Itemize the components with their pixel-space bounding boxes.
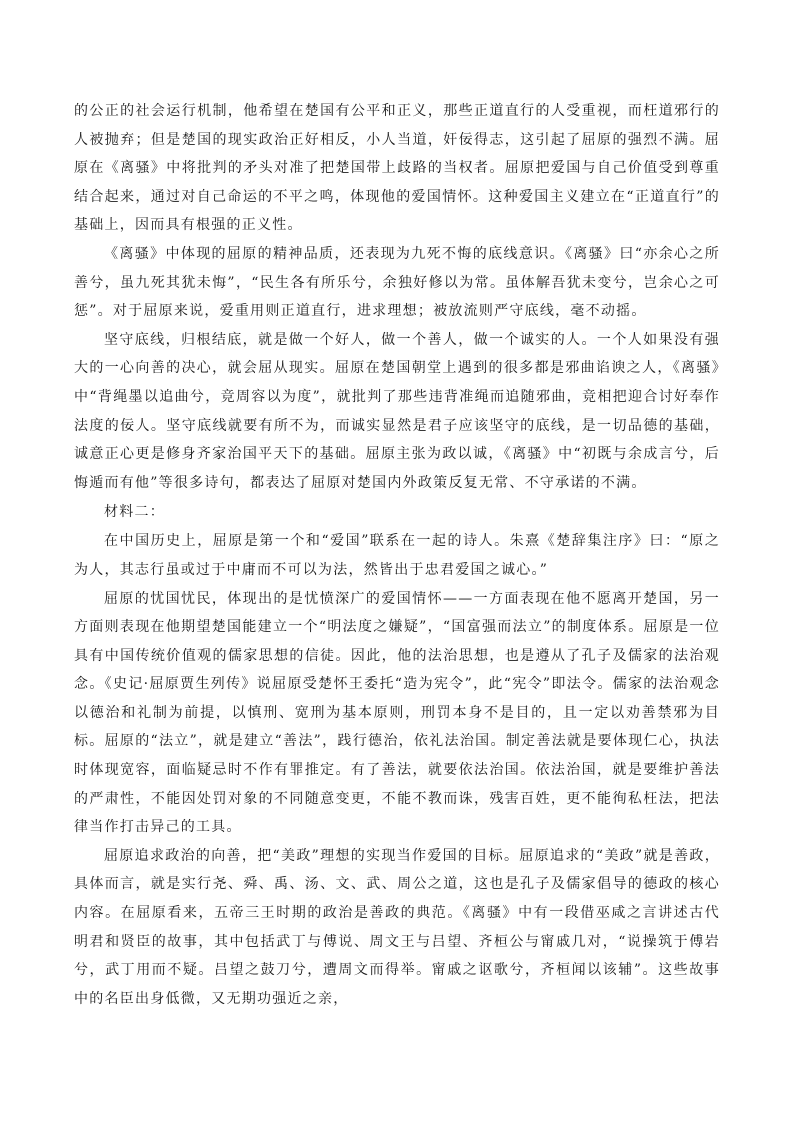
section-heading: 材料二： bbox=[104, 504, 165, 521]
paragraph-continued: 的公正的社会运行机制，他希望在楚国有公平和正义，那些正道直行的人受重视，而枉道邪行的人被抛弃；但是楚国的现实政治正好相反，小人当道，奸佞得志，这引起了屈原的强烈不满。屈原在《离骚》中将批判的矛头对准了把楚国带上歧路的当权者。屈原把爱国与自己价值受到尊重结合起来，通过对自己命运的不平之鸣，体现他的爱国情怀。这种爱国主义建立在“正道直行”的基础上，因而具有根强的正义性。 bbox=[74, 103, 720, 234]
paragraph: 坚守底线，归根结底，就是做一个好人，做一个善人，做一个诚实的人。一个人如果没有强大的一心向善的决心，就会屈从现实。屈原在楚国朝堂上遇到的很多都是邪曲谄谀之人，《离骚》中“背绳墨以追曲兮，竞周容以为度”，就批判了那些违背准绳而追随邪曲，竞相把迎合讨好奉作法度的佞人。坚守底线就要有所不为，而诚实显然是君子应该坚守的底线，是一切品德的基础，诚意正心更是修身齐家治国平天下的基础。屈原主张为政以诚，《离骚》中“初既与余成言兮，后悔遁而有他”等很多诗句，都表达了屈原对楚国内外政策反复无常、不守承诺的不满。 bbox=[74, 331, 720, 491]
paragraph: 屈原追求政治的向善，把“美政”理想的实现当作爱国的目标。屈原追求的“美政”就是善政，具体而言，就是实行尧、舜、禹、汤、文、武、周公之道，这也是孔子及儒家倡导的德政的核心内容。在屈原看来，五帝三王时期的政治是善政的典范。《离骚》中有一段借巫咸之言讲述古代明君和贤臣的故事，其中包括武丁与傅说、周文王与吕望、齐桓公与甯戚几对，“说操筑于傅岩兮，武丁用而不疑。吕望之鼓刀兮，遭周文而得举。甯戚之讴歌兮，齐桓闻以该辅”。这些故事中的名臣出身低微，又无期功强近之亲， bbox=[74, 847, 720, 1007]
document-body bbox=[74, 97, 720, 1013]
paragraph: 《离骚》中体现的屈原的精神品质，还表现为九死不悔的底线意识。《离骚》曰“亦余心之所善兮，虽九死其犹未悔”，“民生各有所乐兮，余独好修以为常。虽体解吾犹未变兮，岂余心之可惩”。对于屈原来说，爱重用则正道直行，进求理想；被放流则严守底线，毫不动摇。 bbox=[74, 245, 720, 320]
paragraph: 在中国历史上，屈原是第一个和“爱国”联系在一起的诗人。朱熹《楚辞集注序》曰：“原之为人，其志行虽或过于中庸而不可以为法，然皆出于忠君爱国之诚心。” bbox=[74, 533, 720, 578]
paragraph: 屈原的忧国忧民，体现出的是忧愤深广的爱国情怀——一方面表现在他不愿离开楚国，另一方面则表现在他期望楚国能建立一个“明法度之嫌疑”，“国富强而法立”的制度体系。屈原是一位具有中国传统价值观的儒家思想的信徒。因此，他的法治思想，也是遵从了孔子及儒家的法治观念。《史记·屈原贾生列传》说屈原受楚怀王委托“造为宪令”，此“宪令”即法令。儒家的法治观念以德治和礼制为前提，以慎刑、宽刑为基本原则，刑罚本身不是目的，且一定以劝善禁邪为目标。屈原的“法立”，就是建立“善法”，践行德治，依礼法治国。制定善法就是要体现仁心，执法时体现宽容，面临疑忌时不作有罪推定。有了善法，就要依法治国。依法治国，就是要维护善法的严肃性，不能因处罚对象的不同随意变更，不能不教而诛，残害百姓，更不能徇私枉法，把法律当作打击异己的工具。 bbox=[74, 590, 720, 836]
